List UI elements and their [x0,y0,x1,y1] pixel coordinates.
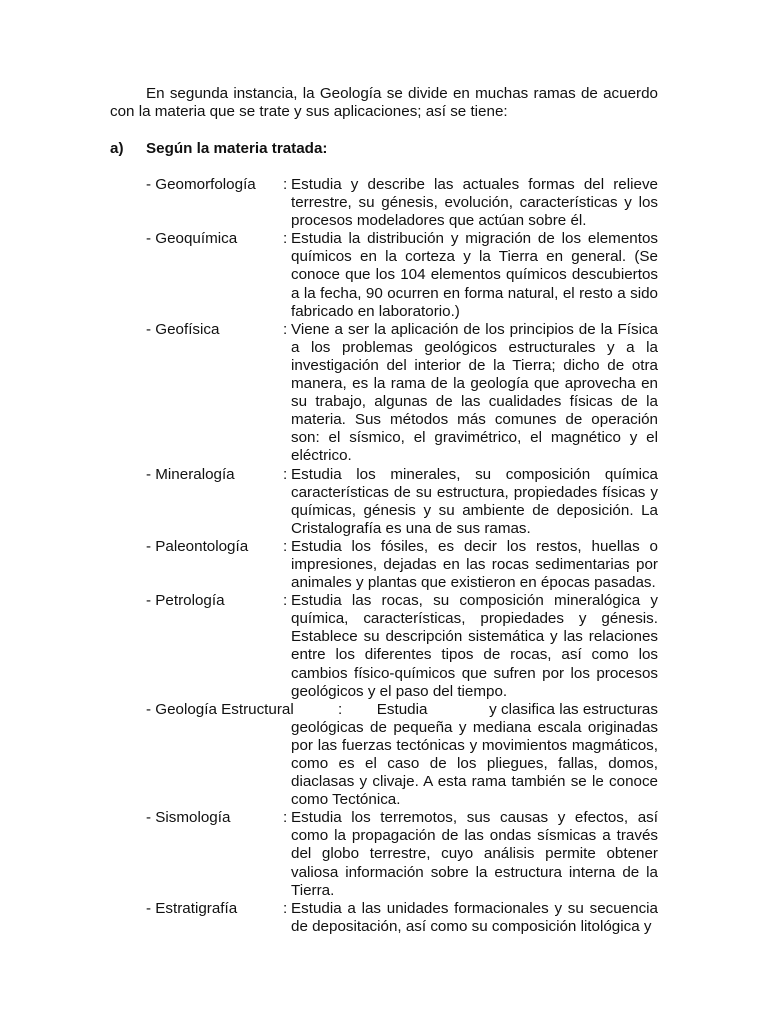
branch-colon: : [283,537,288,555]
branch-term: - Geología Estructural [146,700,294,718]
branch-colon: : [283,592,288,610]
branch-description: Estudia y describe las actuales formas del relieve terrestre, su génesis, evolución, características y los procesos modeladores que actúan sobre él. [291,176,658,230]
section-title: Según la materia tratada: [146,140,328,157]
branch-term: - Petrología [146,592,225,610]
branch-geoquimica [146,230,658,320]
branch-list [146,176,658,936]
branch-description: Viene a ser la aplicación de los principios de la Física a los problemas geológicos estructurales y a la investigación del interior de la Tierra; dicho de otra manera, es la rama de la geología que aprovecha en su trabajo, algunas de las cualidades físicas de la materia. Sus métodos más comunes de operación son: el sísmico, el gravimétrico, el magnético y el eléctrico. [291,320,658,465]
branch-term: - Geofísica [146,320,220,338]
branch-term: - Geomorfología [146,176,256,193]
branch-description: Estudia a las unidades formacionales y su secuencia de depositación, así como su composición litológica y [291,899,658,935]
branch-colon: : [283,230,288,248]
branch-description: Estudia los minerales, su composición química características de su estructura, propiedades físicas y químicas, génesis y su ambiente de deposición. La Cristalografía es una de sus ramas. [291,465,658,537]
branch-description: geológicas de pequeña y mediana escala originadas por las fuerzas tectónicas y movimientos magmáticos, como es el caso de los pliegues, fallas, domos, diaclasas y clivaje. A esta rama también se le conoce como Tectónica. [291,718,658,809]
branch-sismologia [146,809,658,899]
branch-colon: : [283,320,288,338]
intro-paragraph: En segunda instancia, la Geología se divide en muchas ramas de acuerdo con la materia que se trate y sus aplicaciones; así se tiene: [110,85,658,121]
branch-first-line [291,701,658,719]
branch-description: Estudia los terremotos, sus causas y efectos, así como la propagación de las ondas sísmicas a través del globo terrestre, cuyo análisis permite obtener valiosa información sobre la estructura interna de la Tierra. [291,809,658,899]
branch-colon: : [283,899,288,917]
section-letter: a) [110,140,124,157]
branch-term: - Geoquímica [146,230,238,248]
branch-description-block [291,701,658,810]
branch-colon: : [338,700,343,718]
branch-description: Estudia los fósiles, es decir los restos, huellas o impresiones, dejadas en las rocas sedimentarias por animales y plantas que existieron en épocas pasadas. [291,537,658,592]
branch-colon: : [283,465,288,483]
branch-description: Estudia las rocas, su composición mineralógica y química, características, propiedades y génesis. Establece su descripción sistemática y las relaciones entre los diferentes tipos de rocas, así como los cambios físico-químicos que sufren por los procesos geológicos y el paso del tiempo. [291,592,658,700]
branch-mineralogia [146,466,658,538]
branch-geologia-estructural [146,701,658,810]
branch-geomorfologia [146,176,658,230]
branch-paleontologia [146,538,658,592]
branch-first-word: Estudia [376,700,428,718]
branch-petrologia [146,592,658,701]
branch-term: - Paleontología [146,537,249,555]
branch-estratigrafia [146,900,658,936]
branch-term: - Mineralogía [146,465,235,483]
branch-term: - Sismología [146,809,231,827]
branch-term: - Estratigrafía [146,899,238,917]
branch-description: Estudia la distribución y migración de los elementos químicos en la corteza y la Tierra en general. (Se conoce que los 104 elementos químicos descubiertos a la fecha, 90 ocurren en forma natural, el resto a sido fabricado en laboratorio.) [291,230,658,320]
branch-first-rest: y clasifica las estructuras [489,700,658,718]
branch-colon: : [283,809,288,827]
branch-geofisica [146,321,658,466]
branch-colon: : [283,176,288,193]
